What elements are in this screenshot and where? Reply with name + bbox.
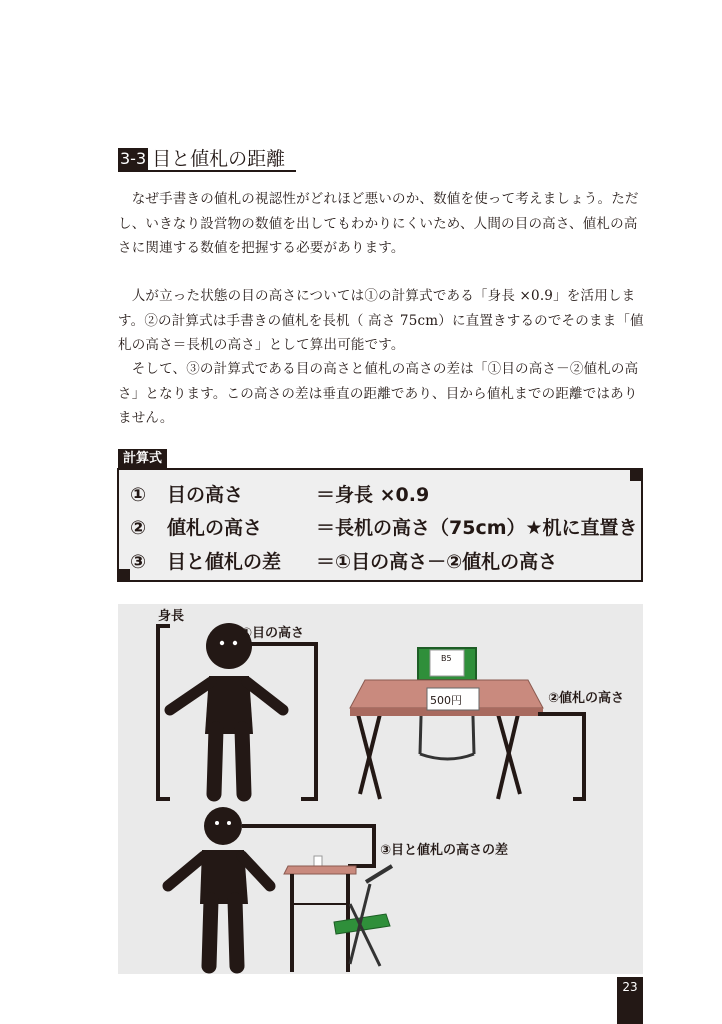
label-difference: ③目と値札の高さの差 [380, 843, 509, 858]
corner-mark [630, 470, 641, 481]
person-standing-icon [168, 807, 270, 966]
corner-mark [119, 569, 130, 580]
person-standing-icon [170, 623, 283, 794]
formula-number: ① [130, 484, 147, 506]
formula-box [117, 468, 643, 582]
height-illustration [118, 604, 643, 974]
illustration-svg [118, 604, 643, 974]
paragraph-eye-height: 人が立った状態の目の高さについては①の計算式である「身長 ×0.9」を活用します。②の計算式は手書きの値札を長机（ 高さ 75cm）に直置きするのでそのまま「値札の高さ＝長机の高さ」として算出可能です。 [118, 288, 644, 353]
price-tag-text: 500円 [430, 694, 462, 707]
table-with-chair-icon [350, 648, 543, 799]
label-tag-height: ②値札の高さ [548, 691, 625, 706]
paragraph-intro: なぜ手書きの値札の視認性がどれほど悪いのか、数値を使って考えましょう。ただし、いきなり設営物の数値を出してもわかりにくいため、人間の目の高さ、値札の高さに関連する数値を把握する必要があります。 [118, 191, 639, 256]
formula-expression: ＝①目の高さ－②値札の高さ [316, 551, 558, 573]
section-number: 3-3 [120, 149, 147, 168]
chair-tag-text: B5 [441, 654, 452, 663]
formula-number: ③ [130, 551, 147, 573]
formula-name: 値札の高さ [167, 517, 263, 539]
section-title: 目と値札の距離 [152, 148, 286, 170]
formula-expression: ＝長机の高さ（75cm）★机に直置き [316, 517, 638, 539]
formula-name: 目と値札の差 [167, 551, 282, 573]
difference-bracket [242, 826, 374, 866]
page-number: 23 [622, 980, 638, 994]
label-height: 身長 [158, 609, 185, 624]
eye-height-bracket [244, 644, 316, 799]
paragraph-height-difference: そして、③の計算式である目の高さと値札の高さの差は「①目の高さ－②値札の高さ」となります。この高さの差は垂直の距離であり、目から値札までの距離ではありません。 [118, 361, 639, 426]
tag-height-bracket [538, 714, 584, 799]
table-side-view-icon [284, 856, 392, 972]
formula-number: ② [130, 517, 147, 539]
formula-name: 目の高さ [167, 484, 244, 506]
formula-expression: ＝身長 ×0.9 [316, 484, 430, 506]
label-eye-height: ①目の高さ [241, 626, 305, 641]
heading-underline [118, 170, 296, 172]
section-heading [118, 146, 285, 172]
formula-label: 計算式 [118, 449, 167, 469]
